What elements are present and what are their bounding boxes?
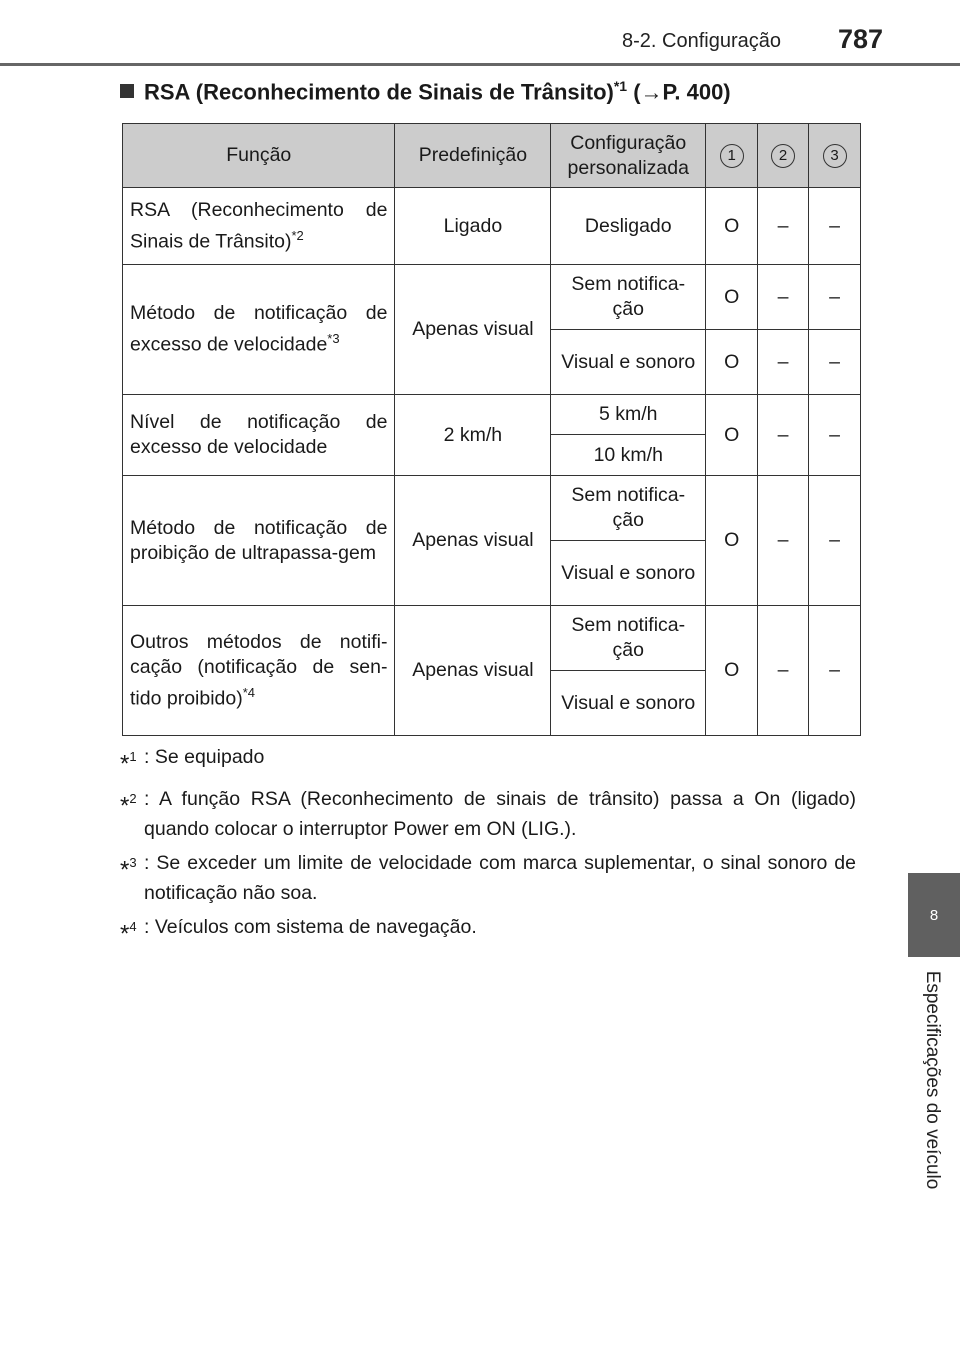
table-row xyxy=(123,188,861,265)
circle-2-icon: 2 xyxy=(771,144,795,168)
circle-3-icon: 3 xyxy=(823,144,847,168)
row-mark-3: – xyxy=(809,265,861,330)
row-mark-2: – xyxy=(758,606,809,736)
row-option: 10 km/h xyxy=(551,435,706,476)
table-row xyxy=(123,395,861,435)
row-option: 5 km/h xyxy=(551,395,706,435)
footnote-3: *$^3$ : Se exceder um limite de velocidade com marca suplementar, o sinal sonoro de notificação não soa. xyxy=(120,851,856,904)
header-divider xyxy=(0,63,960,66)
chapter-number: 8 xyxy=(929,906,939,924)
header-config: Configuração personalizada xyxy=(551,124,706,188)
header-circle-2 xyxy=(758,124,809,188)
row-function: RSA (Reconhecimento de Sinais de Trânsito)$^{*2}$ xyxy=(123,188,395,265)
settings-table xyxy=(122,123,861,736)
table-row xyxy=(123,265,861,330)
row-mark-2: – xyxy=(758,395,809,476)
page-number: 787 xyxy=(838,24,884,54)
row-default: Apenas visual xyxy=(395,265,551,395)
footnotes xyxy=(120,742,856,953)
row-function: Outros métodos de notifi-cação (notificação de sen-tido proibido)$^{*4}$ xyxy=(123,606,395,736)
section-heading xyxy=(120,78,731,105)
header-circle-3 xyxy=(809,124,861,188)
footnote-1: *$^1$ : Se equipado xyxy=(120,746,265,778)
row-default: 2 km/h xyxy=(395,395,551,476)
row-option: Sem notifica-ção xyxy=(551,265,706,330)
row-default: Apenas visual xyxy=(395,606,551,736)
circle-1-icon: 1 xyxy=(720,144,744,168)
table-row xyxy=(123,476,861,541)
row-option: Sem notifica-ção xyxy=(551,606,706,671)
row-mark-1: O xyxy=(706,606,758,736)
row-option: Sem notifica-ção xyxy=(551,476,706,541)
row-mark-1: O xyxy=(706,188,758,265)
row-function: Método de notificação de excesso de velocidade$^{*3}$ xyxy=(123,265,395,395)
header-circle-1 xyxy=(706,124,758,188)
row-mark-2: – xyxy=(758,330,809,395)
row-option: Visual e sonoro xyxy=(551,330,706,395)
row-mark-3: – xyxy=(809,330,861,395)
row-default: Ligado xyxy=(395,188,551,265)
square-bullet-icon xyxy=(120,84,134,98)
footnote-4: *$^4$ : Veículos com sistema de navegação. xyxy=(120,915,477,947)
row-function: Nível de notificação de excesso de velocidade xyxy=(123,395,395,476)
chapter-title: Especificações do veículo xyxy=(922,970,943,1190)
section-heading-footnote-ref: *1 xyxy=(613,78,628,94)
footnote-2: *$^2$ : A função RSA (Reconhecimento de sinais de trânsito) passa a On (ligado) quando colocar o interruptor Power em ON (LIG.). xyxy=(120,787,856,840)
row-option: Visual e sonoro xyxy=(551,541,706,606)
row-mark-1: O xyxy=(706,476,758,606)
row-default: Apenas visual xyxy=(395,476,551,606)
row-mark-3: – xyxy=(809,476,861,606)
chapter-tab xyxy=(908,873,960,957)
row-function: Método de notificação de proibição de ultrapassa-gem xyxy=(123,476,395,606)
table-row xyxy=(123,606,861,671)
row-mark-1: O xyxy=(706,265,758,330)
row-option: Visual e sonoro xyxy=(551,671,706,736)
header-predefinicao: Predefinição xyxy=(395,124,551,188)
row-mark-3: – xyxy=(809,395,861,476)
row-mark-2: – xyxy=(758,265,809,330)
section-heading-text: RSA (Reconhecimento de Sinais de Trânsito) xyxy=(144,79,614,105)
row-mark-2: – xyxy=(758,188,809,265)
section-heading-page-ref: (→P. 400) xyxy=(633,79,731,105)
row-mark-3: – xyxy=(809,606,861,736)
row-mark-1: O xyxy=(706,395,758,476)
header-funcao: Função xyxy=(123,124,395,188)
header-section-title: 8-2. Configuração xyxy=(622,30,781,52)
row-mark-3: – xyxy=(809,188,861,265)
table-header-row xyxy=(123,124,861,188)
row-mark-2: – xyxy=(758,476,809,606)
row-mark-1: O xyxy=(706,330,758,395)
row-option: Desligado xyxy=(551,188,706,265)
